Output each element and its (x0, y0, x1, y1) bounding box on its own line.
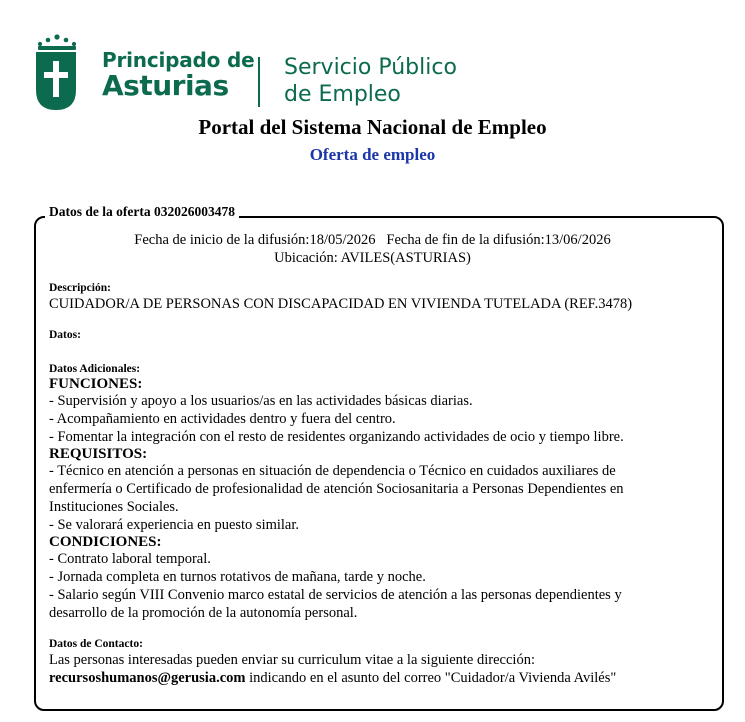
page-subtitle: Oferta de empleo (309, 145, 436, 164)
requirement-line: Instituciones Sociales. (49, 499, 179, 515)
brand-name-line2: Asturias (102, 69, 229, 102)
description-text: CUIDADOR/A DE PERSONAS CON DISCAPACIDAD EN VIVIENDA TUTELADA (REF.3478) (49, 296, 633, 312)
function-item: - Acompañamiento en actividades dentro y fuera del centro. (49, 411, 396, 427)
condition-line: - Contrato laboral temporal. (49, 551, 211, 567)
offer-legend: Datos de la oferta 032026003478 (45, 204, 239, 220)
function-item: - Fomentar la integración con el resto de residentes organizando actividades de ocio y tiempo libre. (49, 429, 624, 445)
portal-title: Portal del Sistema Nacional de Empleo (198, 115, 547, 139)
offer-content (49, 282, 717, 687)
principado-asturias-logo (34, 34, 484, 114)
diffusion-dates: Fecha de inicio de la difusión:18/05/2026 Fecha de fin de la difusión:13/06/2026 (134, 232, 611, 248)
service-name-line1: Servicio Público (284, 55, 457, 80)
contact-email-line (49, 669, 717, 687)
offer-location: Ubicación: AVILES(ASTURIAS) (274, 250, 471, 266)
conditions-title: CONDICIONES: (49, 534, 162, 550)
contact-label: Datos de Contacto: (49, 638, 143, 650)
functions-title: FUNCIONES: (49, 376, 143, 392)
requirement-line: enfermería o Certificado de profesionalidad de atención Sociosanitaria a Personas Dependientes en (49, 481, 624, 497)
datos-label: Datos: (49, 329, 81, 341)
service-name (284, 54, 457, 108)
contact-text: Las personas interesadas pueden enviar su curriculum vitae a la siguiente dirección: (49, 652, 535, 668)
contact-subject-note: indicando en el asunto del correo "Cuidador/a Vivienda Avilés" (245, 670, 617, 686)
service-name-line2: de Empleo (284, 82, 401, 107)
brand-name (102, 50, 254, 100)
function-item: - Supervisión y apoyo a los usuarios/as en las actividades básicas diarias. (49, 393, 473, 409)
shield-cross-icon (36, 52, 76, 110)
condition-line: desarrollo de la promoción de la autonomía personal. (49, 605, 358, 621)
brand-name-line1: Principado de (102, 48, 255, 72)
requirements-title: REQUISITOS: (49, 446, 148, 462)
condition-line: - Salario según VIII Convenio marco estatal de servicios de atención a las personas dependientes y (49, 587, 622, 603)
brand-divider (258, 57, 260, 107)
offer-dates (0, 231, 745, 267)
crown-icon (34, 34, 80, 50)
description-label: Descripción: (49, 282, 111, 294)
requirement-line: - Técnico en atención a personas en situación de dependencia o Técnico en cuidados auxiliares de (49, 463, 616, 479)
additional-label: Datos Adicionales: (49, 363, 141, 375)
condition-line: - Jornada completa en turnos rotativos de mañana, tarde y noche. (49, 569, 426, 585)
contact-email[interactable]: recursoshumanos@gerusia.com (49, 670, 246, 686)
requirement-line: - Se valorará experiencia en puesto similar. (49, 517, 300, 533)
